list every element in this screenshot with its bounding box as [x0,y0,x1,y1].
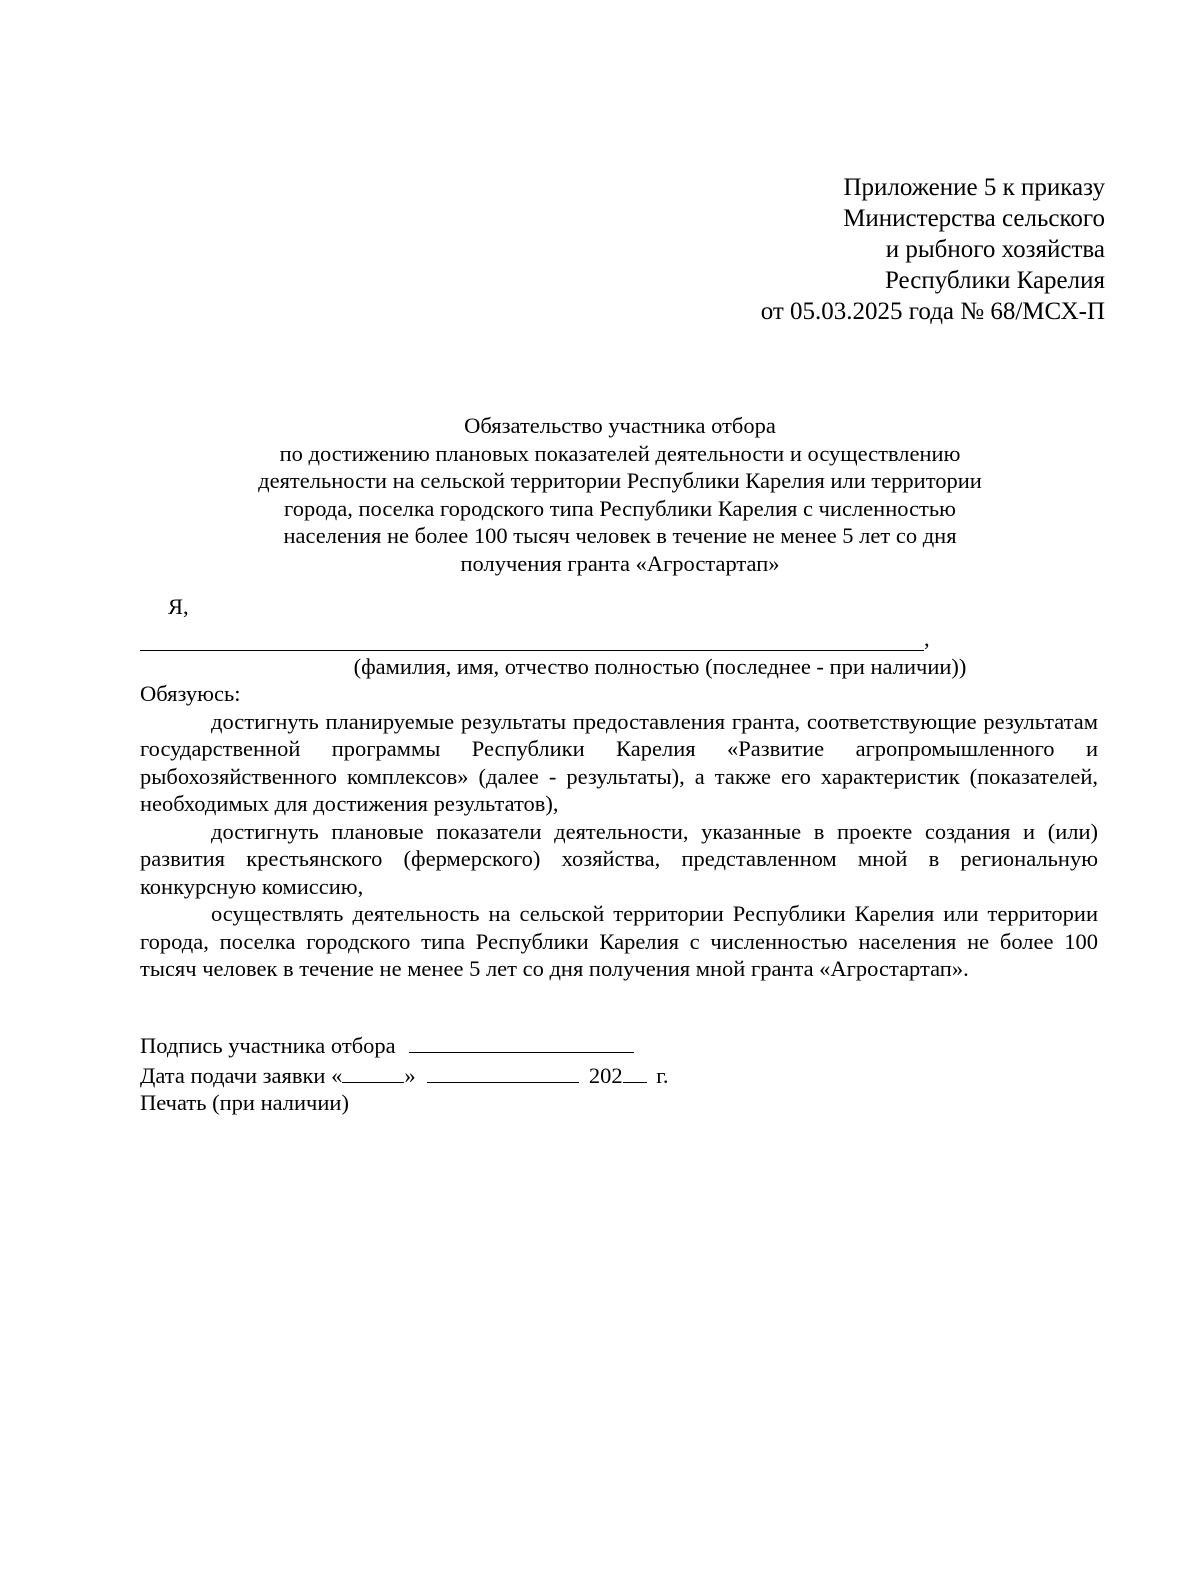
declarant-pronoun: Я, [168,594,189,619]
signature-label: Подпись участника отбора [140,1033,396,1058]
date-month-field[interactable] [427,1060,579,1083]
title-line: Обязательство участника отбора [464,413,776,438]
full-name-hint: (фамилия, имя, отчество полностью (последнее - при наличии)) [353,654,967,679]
obligation-paragraph: осуществлять деятельность на сельской территории Республики Карелия или территории города, поселка городского типа Республики Карелия с численностью населения не более 100 тысяч человек в течение не менее 5 лет со дня получения мной гранта «Агростартап». [140,901,1098,981]
obliged-heading: Обязуюсь: [140,681,241,706]
title-line: населения не более 100 тысяч человек в течение не менее 5 лет со дня [283,523,957,548]
annex-line: и рыбного хозяйства [885,236,1105,263]
full-name-field[interactable] [140,626,924,651]
title-line: по достижению плановых показателей деятельности и осуществлению [279,440,961,466]
name-comma: , [924,626,930,651]
annex-header [761,172,1105,327]
annex-line: Приложение 5 к приказу [843,174,1105,201]
signature-row [140,1030,669,1060]
title-line: города, поселка городского типа Республики Карелия с численностью [284,495,956,521]
year-field[interactable] [623,1060,647,1083]
stamp-label: Печать (при наличии) [140,1090,349,1115]
obligation-paragraph: достигнуть плановые показатели деятельности, указанные в проекте создания и (или) развития крестьянского (фермерского) хозяйства, представленном мной в региональную конкурсную комиссию, [140,818,1098,899]
title-line: получения гранта «Агростартап» [460,550,780,576]
year-prefix: 202 [588,1062,623,1088]
obligation-body [140,680,1098,983]
annex-line: Министерства сельского [843,205,1105,232]
annex-line: Республики Карелия [884,267,1105,294]
date-label: Дата подачи заявки « [140,1062,343,1088]
date-quote-close: » [404,1062,416,1088]
year-suffix: г. [656,1062,669,1088]
date-day-field[interactable] [342,1060,404,1083]
signature-block [140,1030,669,1117]
annex-line: от 05.03.2025 года № 68/МСХ-П [760,298,1105,325]
document-title [140,412,1100,577]
obligation-paragraph: достигнуть планируемые результаты предоставления гранта, соответствующие результатам государственной программы Республики Карелия «Развитие агропромышленного и рыбохозяйственного комплексов» (далее - результаты), а также его характеристик (показателей, необходимых для достижения результатов), [140,708,1098,816]
title-line: деятельности на сельской территории Республики Карелия или территории [258,468,982,493]
date-row [140,1060,669,1090]
signature-field[interactable] [409,1030,634,1053]
